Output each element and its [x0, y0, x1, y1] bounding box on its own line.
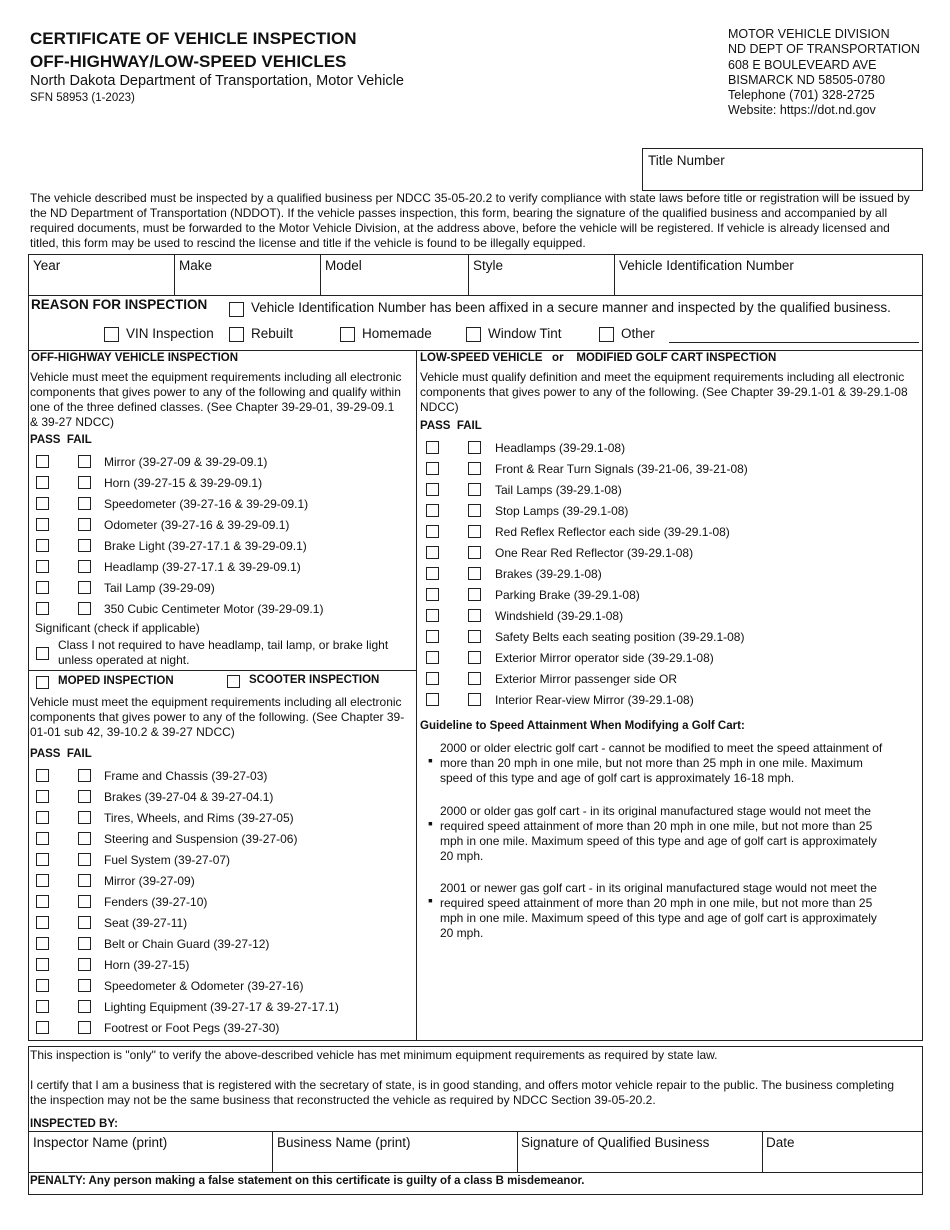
title-number-label: Title Number — [648, 153, 725, 168]
item-label: Red Reflex Reflector each side (39-29.1-08) — [495, 525, 730, 539]
scooter-label: SCOOTER INSPECTION — [249, 674, 380, 686]
title-number-field[interactable] — [642, 148, 923, 191]
item-label: Frame and Chassis (39-27-03) — [104, 769, 268, 783]
item-label: Windshield (39-29.1-08) — [495, 609, 624, 623]
item-label: Brakes (39-27-04 & 39-27-04.1) — [104, 790, 274, 804]
item-label: Footrest or Foot Pegs (39-27-30) — [104, 1021, 280, 1035]
signature-field[interactable]: Signature of Qualified Business — [521, 1135, 710, 1150]
lsv-description: Vehicle must qualify definition and meet the equipment requirements including all electronic components that gives power to any of the following. (See Chapter 39-29.1-01 & 39-29.1-08 NDCC) — [420, 370, 908, 414]
item-label: 350 Cubic Centimeter Motor (39-29-09.1) — [104, 602, 324, 616]
fail-checkbox[interactable] — [78, 769, 91, 782]
item-label: Speedometer (39-27-16 & 39-29-09.1) — [104, 497, 309, 511]
pass-checkbox[interactable] — [426, 588, 439, 601]
form-number: SFN 58953 (1-2023) — [30, 92, 135, 104]
pass-checkbox[interactable] — [36, 874, 49, 887]
form-title: CERTIFICATE OF VEHICLE INSPECTION — [30, 29, 357, 48]
fail-checkbox[interactable] — [468, 588, 481, 601]
fail-checkbox[interactable] — [78, 790, 91, 803]
fail-checkbox[interactable] — [78, 476, 91, 489]
pass-checkbox[interactable] — [426, 441, 439, 454]
pass-checkbox[interactable] — [36, 1021, 49, 1034]
pass-checkbox[interactable] — [36, 1000, 49, 1013]
fail-checkbox[interactable] — [468, 546, 481, 559]
item-label: One Rear Red Reflector (39-29.1-08) — [495, 546, 694, 560]
fail-checkbox[interactable] — [78, 832, 91, 845]
fail-checkbox[interactable] — [468, 651, 481, 664]
style-field[interactable]: Style — [473, 258, 504, 273]
pass-checkbox[interactable] — [36, 539, 49, 552]
intro-paragraph: The vehicle described must be inspected by a qualified business per NDCC 35-05-20.2 to verify compliance with state laws before title or registration will be issued by the ND Department of Transportation (NDDOT). If the vehicle passes inspection, this form, bearing the signature of the qualified business and accompanied by all required documents, must be forwarded to the Motor Vehicle Division, at the address above, before the vehicle will be registered. If vehicle is already licensed and titled, this form may be used to rescind the license and title if the vehicle is found to be illegally equipped. — [30, 191, 910, 250]
rebuilt-checkbox[interactable] — [229, 327, 244, 342]
lsv-heading — [420, 352, 776, 364]
address-line: 608 E BOULEVEARD AVE — [728, 57, 877, 72]
window-tint-checkbox[interactable] — [466, 327, 481, 342]
fail-checkbox[interactable] — [78, 539, 91, 552]
homemade-label: Homemade — [362, 326, 432, 341]
vin-affixed-label: Vehicle Identification Number has been affixed in a secure manner and inspected by the qualified business. — [251, 300, 891, 315]
address-line: Website: https://dot.nd.gov — [728, 103, 876, 118]
fail-checkbox[interactable] — [468, 609, 481, 622]
lsv-pass-fail-header: PASS FAIL — [420, 420, 482, 432]
pass-checkbox[interactable] — [36, 790, 49, 803]
fail-checkbox[interactable] — [78, 937, 91, 950]
reason-section — [28, 295, 923, 351]
vin-inspection-checkbox[interactable] — [104, 327, 119, 342]
item-label: Headlamps (39-29.1-08) — [495, 441, 626, 455]
fail-checkbox[interactable] — [78, 958, 91, 971]
business-name-field[interactable]: Business Name (print) — [277, 1135, 411, 1150]
item-label: Exterior Mirror operator side (39-29.1-08) — [495, 651, 714, 665]
inspected-by-label: INSPECTED BY: — [30, 1118, 118, 1130]
fail-checkbox[interactable] — [468, 525, 481, 538]
item-label: Mirror (39-27-09) — [104, 874, 195, 888]
item-label: Mirror (39-27-09 & 39-29-09.1) — [104, 455, 268, 469]
guideline-3: 2001 or newer gas golf cart - in its original manufactured stage would not meet the required speed attainment of more than 20 mph in one mile, but not more than 25 mph in one mile. Maximum speed of this type and age of golf cart is approximately 20 mph. — [440, 881, 877, 940]
fail-checkbox[interactable] — [78, 560, 91, 573]
date-field[interactable]: Date — [766, 1135, 795, 1150]
item-label: Belt or Chain Guard (39-27-12) — [104, 937, 270, 951]
fail-checkbox[interactable] — [78, 518, 91, 531]
fail-checkbox[interactable] — [78, 1021, 91, 1034]
fail-checkbox[interactable] — [78, 853, 91, 866]
pass-checkbox[interactable] — [426, 483, 439, 496]
fail-checkbox[interactable] — [78, 581, 91, 594]
reason-label: REASON FOR INSPECTION — [31, 297, 208, 312]
guideline-2: 2000 or older gas golf cart - in its original manufactured stage would not meet the required speed attainment of more than 20 mph in one mile, but not more than 25 mph in one mile. Maximum speed of this type and age of golf cart is approximately 20 mph. — [440, 804, 877, 863]
pass-checkbox[interactable] — [426, 651, 439, 664]
vin-inspection-label: VIN Inspection — [126, 326, 214, 341]
item-label: Safety Belts each seating position (39-29.1-08) — [495, 630, 745, 644]
homemade-checkbox[interactable] — [340, 327, 355, 342]
pass-checkbox[interactable] — [36, 811, 49, 824]
bullet-icon: ▪ — [428, 892, 433, 908]
pass-checkbox[interactable] — [36, 581, 49, 594]
scooter-checkbox[interactable] — [227, 675, 240, 688]
fail-checkbox[interactable] — [468, 504, 481, 517]
pass-checkbox[interactable] — [36, 895, 49, 908]
lsv-heading-b: MODIFIED GOLF CART INSPECTION — [576, 352, 777, 364]
inspector-name-field[interactable]: Inspector Name (print) — [33, 1135, 168, 1150]
item-label: Odometer (39-27-16 & 39-29-09.1) — [104, 518, 290, 532]
form-subtitle: North Dakota Department of Transportation, Motor Vehicle — [30, 73, 404, 89]
item-label: Fuel System (39-27-07) — [104, 853, 231, 867]
class1-checkbox[interactable] — [36, 647, 49, 660]
pass-checkbox[interactable] — [36, 916, 49, 929]
bullet-icon: ▪ — [428, 815, 433, 831]
pass-checkbox[interactable] — [36, 937, 49, 950]
fail-checkbox[interactable] — [78, 1000, 91, 1013]
item-label: Fenders (39-27-10) — [104, 895, 208, 909]
fail-checkbox[interactable] — [78, 455, 91, 468]
agency-address — [728, 27, 920, 119]
certify-statement: I certify that I am a business that is registered with the secretary of state, is in good standing, and offers motor vehicle repair to the public. The business completing the inspection may not be the same business that reconstructed the vehicle as required by NDCC Section 39-05-20.2. — [30, 1078, 895, 1107]
only-note: This inspection is "only" to verify the above-described vehicle has met minimum equipment requirements as required by state law. — [30, 1048, 718, 1062]
fail-checkbox[interactable] — [78, 811, 91, 824]
fail-checkbox[interactable] — [468, 462, 481, 475]
pass-checkbox[interactable] — [36, 560, 49, 573]
pass-checkbox[interactable] — [36, 769, 49, 782]
other-checkbox[interactable] — [599, 327, 614, 342]
moped-label: MOPED INSPECTION — [58, 675, 174, 687]
fail-checkbox[interactable] — [78, 497, 91, 510]
item-label: Brake Light (39-27-17.1 & 39-29-09.1) — [104, 539, 307, 553]
item-label: Lighting Equipment (39-27-17 & 39-27-17.1) — [104, 1000, 339, 1014]
year-field[interactable]: Year — [33, 258, 61, 273]
pass-checkbox[interactable] — [36, 602, 49, 615]
rebuilt-label: Rebuilt — [251, 326, 294, 341]
moped-checkbox[interactable] — [36, 676, 49, 689]
fail-checkbox[interactable] — [468, 693, 481, 706]
fail-checkbox[interactable] — [78, 979, 91, 992]
fail-checkbox[interactable] — [78, 916, 91, 929]
address-line: BISMARCK ND 58505-0780 — [728, 72, 886, 87]
other-input-line[interactable] — [669, 342, 919, 343]
lsv-heading-or: or — [552, 352, 564, 364]
item-label: Tail Lamps (39-29.1-08) — [495, 483, 622, 497]
make-field[interactable]: Make — [179, 258, 213, 273]
vehicle-info-row — [28, 254, 923, 296]
item-label: Exterior Mirror passenger side OR — [495, 672, 678, 686]
guideline-1: 2000 or older electric golf cart - cannot be modified to meet the speed attainment of more than 20 mph in one mile, but not more than 25 mph in one mile. Maximum speed of this type and age of golf cart is approximately 16-18 mph. — [440, 741, 883, 785]
class1-label: Class I not required to have headlamp, tail lamp, or brake light unless operated at night. — [58, 638, 389, 667]
item-label: Stop Lamps (39-29.1-08) — [495, 504, 629, 518]
pass-checkbox[interactable] — [36, 497, 49, 510]
pass-checkbox[interactable] — [426, 693, 439, 706]
item-label: Parking Brake (39-29.1-08) — [495, 588, 640, 602]
pass-checkbox[interactable] — [426, 567, 439, 580]
other-label: Other — [621, 326, 655, 341]
ohv-pass-fail-header: PASS FAIL — [30, 434, 92, 446]
pass-checkbox[interactable] — [426, 672, 439, 685]
fail-checkbox[interactable] — [468, 483, 481, 496]
fail-checkbox[interactable] — [468, 567, 481, 580]
window-tint-label: Window Tint — [488, 326, 562, 341]
item-label: Headlamp (39-27-17.1 & 39-29-09.1) — [104, 560, 301, 574]
item-label: Steering and Suspension (39-27-06) — [104, 832, 298, 846]
pass-checkbox[interactable] — [426, 462, 439, 475]
pass-checkbox[interactable] — [36, 853, 49, 866]
certification-section — [28, 1046, 923, 1195]
moped-pass-fail-header: PASS FAIL — [30, 748, 92, 760]
pass-checkbox[interactable] — [36, 476, 49, 489]
form-title-2: OFF-HIGHWAY/LOW-SPEED VEHICLES — [30, 52, 347, 71]
vin-field[interactable]: Vehicle Identification Number — [619, 258, 794, 273]
penalty-statement: PENALTY: Any person making a false statement on this certificate is guilty of a class B misdemeanor. — [30, 1175, 585, 1187]
item-label: Horn (39-27-15 & 39-29-09.1) — [104, 476, 263, 490]
fail-checkbox[interactable] — [468, 672, 481, 685]
bullet-icon: ▪ — [428, 752, 433, 768]
pass-checkbox[interactable] — [426, 609, 439, 622]
pass-checkbox[interactable] — [426, 630, 439, 643]
item-label: Horn (39-27-15) — [104, 958, 190, 972]
item-label: Seat (39-27-11) — [104, 916, 188, 930]
ohv-heading: OFF-HIGHWAY VEHICLE INSPECTION — [31, 352, 239, 364]
pass-checkbox[interactable] — [36, 455, 49, 468]
pass-checkbox[interactable] — [426, 504, 439, 517]
address-line: MOTOR VEHICLE DIVISION — [728, 27, 890, 41]
pass-checkbox[interactable] — [36, 832, 49, 845]
lsv-heading-a: LOW-SPEED VEHICLE — [420, 352, 543, 364]
item-label: Tail Lamp (39-29-09) — [104, 581, 215, 595]
fail-checkbox[interactable] — [468, 441, 481, 454]
pass-checkbox[interactable] — [426, 546, 439, 559]
item-label: Front & Rear Turn Signals (39-21-06, 39-21-08) — [495, 462, 748, 476]
fail-checkbox[interactable] — [78, 874, 91, 887]
pass-checkbox[interactable] — [36, 958, 49, 971]
pass-checkbox[interactable] — [36, 979, 49, 992]
model-field[interactable]: Model — [325, 258, 362, 273]
fail-checkbox[interactable] — [78, 602, 91, 615]
fail-checkbox[interactable] — [78, 895, 91, 908]
significant-label: Significant (check if applicable) — [35, 621, 200, 635]
item-label: Tires, Wheels, and Rims (39-27-05) — [104, 811, 294, 825]
item-label: Speedometer & Odometer (39-27-16) — [104, 979, 304, 993]
pass-checkbox[interactable] — [426, 525, 439, 538]
address-line: ND DEPT OF TRANSPORTATION — [728, 42, 920, 57]
moped-description: Vehicle must meet the equipment requirements including all electronic components that gives power to any of the following. (See Chapter 39-01-01 sub 42, 39-10.2 & 39-27 NDCC) — [30, 695, 405, 739]
pass-checkbox[interactable] — [36, 518, 49, 531]
item-label: Interior Rear-view Mirror (39-29.1-08) — [495, 693, 694, 707]
address-line: Telephone (701) 328-2725 — [728, 88, 875, 103]
guideline-heading: Guideline to Speed Attainment When Modifying a Golf Cart: — [420, 720, 745, 732]
item-label: Brakes (39-29.1-08) — [495, 567, 602, 581]
vin-affixed-checkbox[interactable] — [229, 302, 244, 317]
ohv-description: Vehicle must meet the equipment requirements including all electronic components that gives power to any of the following and qualify within one of the three defined classes. (See Chapter 39-29-01, 39-29-09.1 & 39-27 NDCC) — [30, 370, 402, 429]
fail-checkbox[interactable] — [468, 630, 481, 643]
